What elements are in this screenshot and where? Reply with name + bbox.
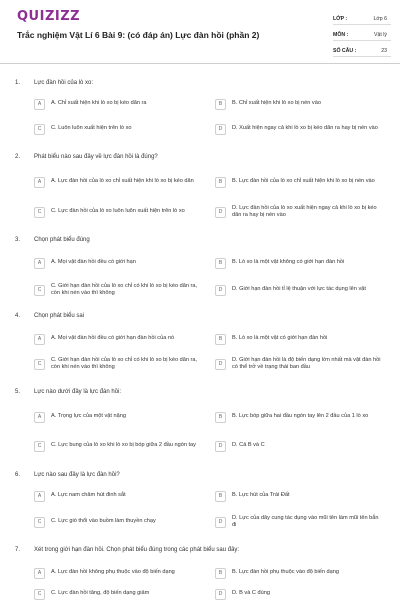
option-text: A. Lực nam châm hút đinh sắt — [51, 492, 126, 499]
option-letter-box: C — [34, 517, 45, 528]
option-letter-box: B — [215, 177, 226, 188]
meta-row-subject — [333, 29, 391, 41]
option-a[interactable] — [34, 253, 201, 273]
question-text: Lực nào dưới đây là lực đàn hồi: — [34, 389, 122, 395]
option-d[interactable] — [215, 119, 382, 139]
option-c[interactable] — [34, 202, 201, 222]
option-text: B. Lực bóp giữa hai đầu ngón tay lên 2 đầu của 1 lò xo — [232, 413, 369, 420]
question-number: 6. — [15, 472, 21, 478]
question-text: Chọn phát biểu đúng — [34, 237, 90, 243]
option-b[interactable] — [215, 94, 382, 114]
option-c[interactable] — [34, 584, 201, 600]
option-text: C. Luôn luôn xuất hiện trên lò xo — [51, 125, 132, 132]
option-a[interactable] — [34, 329, 201, 349]
option-letter-box: C — [34, 359, 45, 370]
option-letter-box: A — [34, 258, 45, 269]
option-letter-box: A — [34, 99, 45, 110]
option-letter-box: C — [34, 207, 45, 218]
option-text: A. Mọi vật đàn hồi đều có giới hạn — [51, 259, 136, 266]
option-text: C. Giới hạn đàn hồi của lò xo chỉ có khi lò xo bị kéo dãn ra, còn khi nén vào thì không — [51, 356, 198, 370]
option-d[interactable] — [215, 436, 382, 456]
option-letter-box: C — [34, 124, 45, 135]
option-d[interactable] — [215, 512, 382, 532]
quizizz-logo: QUIZIZZ — [17, 9, 81, 24]
option-letter-box: D — [215, 589, 226, 600]
option-text: C. Lực đàn hồi của lò xo luôn luôn xuất hiện trên lò xo — [51, 208, 185, 215]
option-a[interactable] — [34, 172, 201, 192]
option-b[interactable] — [215, 329, 382, 349]
option-text: A. Lực đàn hồi của lò xo chỉ xuất hiện khi lò xo bị kéo dãn — [51, 178, 194, 185]
option-text: C. Giới hạn đàn hồi của lò xo chỉ có khi lò xo bị kéo dãn ra, còn khi nén vào thì không — [51, 282, 198, 296]
option-text: B. Lò xo là một vật không có giới hạn đàn hồi — [232, 259, 345, 266]
question-text: Xét trong giới hạn đàn hồi. Chọn phát biểu đúng trong các phát biểu sau đây: — [34, 547, 240, 553]
question-text: Lực đàn hồi của lò xo: — [34, 80, 94, 86]
option-letter-box: D — [215, 207, 226, 218]
option-text: D. Cả B và C — [232, 442, 265, 449]
option-b[interactable] — [215, 486, 382, 506]
option-letter-box: B — [215, 568, 226, 579]
option-letter-box: A — [34, 177, 45, 188]
option-letter-box: A — [34, 412, 45, 423]
meta-row-grade — [333, 13, 391, 25]
option-text: A. Mọi vật đàn hồi đều có giới hạn đàn hồi của nó — [51, 335, 175, 342]
option-a[interactable] — [34, 563, 201, 583]
option-letter-box: D — [215, 517, 226, 528]
option-b[interactable] — [215, 563, 382, 583]
option-text: B. Lực đàn hồi phụ thuộc vào độ biến dạng — [232, 569, 339, 576]
option-d[interactable] — [215, 280, 382, 300]
option-text: D. Xuất hiện ngay cả khi lò xo bị kéo dãn ra hay bị nén vào — [232, 125, 378, 132]
option-text: D. B và C đúng — [232, 590, 270, 597]
meta-value: Lớp 6 — [373, 16, 387, 22]
question-number: 2. — [15, 154, 21, 160]
option-letter-box: A — [34, 568, 45, 579]
question-number: 7. — [15, 547, 21, 553]
option-text: C. Lực gió thổi vào buồm làm thuyền chạy — [51, 518, 156, 525]
meta-key: LỚP : — [333, 16, 348, 22]
option-letter-box: D — [215, 441, 226, 452]
option-letter-box: B — [215, 258, 226, 269]
option-letter-box: C — [34, 441, 45, 452]
option-letter-box: B — [215, 99, 226, 110]
option-text: D. Giới hạn đàn hồi tỉ lệ thuận với lực tác dụng lên vật — [232, 286, 366, 293]
option-letter-box: D — [215, 124, 226, 135]
option-c[interactable] — [34, 436, 201, 456]
option-letter-box: A — [34, 334, 45, 345]
option-letter-box: B — [215, 334, 226, 345]
question-number: 4. — [15, 313, 21, 319]
option-d[interactable] — [215, 354, 382, 374]
option-text: D. Lực đàn hồi của lò xo xuất hiện ngay cả khi lò xo bị kéo dãn ra hay bị nén vào — [232, 204, 377, 218]
meta-value: 23 — [381, 48, 387, 54]
option-c[interactable] — [34, 512, 201, 532]
question-number: 5. — [15, 389, 21, 395]
option-letter-box: D — [215, 285, 226, 296]
option-text: A. Chỉ xuất hiện khi lò xo bị kéo dãn ra — [51, 100, 147, 107]
option-a[interactable] — [34, 94, 201, 114]
option-text: B. Chỉ xuất hiện khi lò xo bị nén vào — [232, 100, 321, 107]
option-text: A. Trọng lực của một vật nặng — [51, 413, 126, 420]
meta-value: Vật lý — [374, 32, 387, 38]
meta-key: SỐ CÂU : — [333, 48, 357, 54]
option-d[interactable] — [215, 584, 382, 600]
question-number: 3. — [15, 237, 21, 243]
option-c[interactable] — [34, 280, 201, 300]
option-letter-box: D — [215, 359, 226, 370]
option-letter-box: B — [215, 412, 226, 423]
option-text: B. Lực đàn hồi của lò xo chỉ xuất hiện khi lò xo bị nén vào — [232, 178, 375, 185]
option-c[interactable] — [34, 354, 201, 374]
option-text: C. Lực bung của lò xo khi lò xo bị bóp giữa 2 đầu ngón tay — [51, 442, 196, 449]
option-letter-box: C — [34, 285, 45, 296]
option-letter-box: C — [34, 589, 45, 600]
option-c[interactable] — [34, 119, 201, 139]
question-text: Chọn phát biểu sai — [34, 313, 85, 319]
page-header — [0, 0, 400, 64]
meta-key: MÔN : — [333, 32, 349, 38]
option-text: D. Giới hạn đàn hồi là độ biến dạng lớn nhất mà vật đàn hồi có thể trở về trạng thái ban đầu — [232, 356, 381, 370]
option-b[interactable] — [215, 253, 382, 273]
meta-row-count — [333, 45, 391, 57]
option-text: A. Lực đàn hồi không phụ thuộc vào độ biến dạng — [51, 569, 175, 576]
question-number: 1. — [15, 80, 21, 86]
question-text: Lực nào sau đây là lực đàn hồi? — [34, 472, 120, 478]
page-title: Trắc nghiệm Vật Lí 6 Bài 9: (có đáp án) Lực đàn hồi (phần 2) — [17, 30, 260, 40]
option-text: C. Lực đàn hồi tăng, độ biến dạng giảm — [51, 590, 150, 597]
question-text: Phát biểu nào sau đây về lực đàn hồi là đúng? — [34, 154, 158, 160]
option-b[interactable] — [215, 407, 382, 427]
option-d[interactable] — [215, 202, 382, 222]
option-letter-box: A — [34, 491, 45, 502]
option-text: B. Lò xo là một vật có giới hạn đàn hồi — [232, 335, 328, 342]
option-letter-box: B — [215, 491, 226, 502]
option-a[interactable] — [34, 407, 201, 427]
option-a[interactable] — [34, 486, 201, 506]
option-text: B. Lực hút của Trái Đất — [232, 492, 290, 499]
option-text: D. Lực của dây cung tác dụng vào mũi tên làm mũi tên bắn đi — [232, 514, 379, 528]
option-b[interactable] — [215, 172, 382, 192]
